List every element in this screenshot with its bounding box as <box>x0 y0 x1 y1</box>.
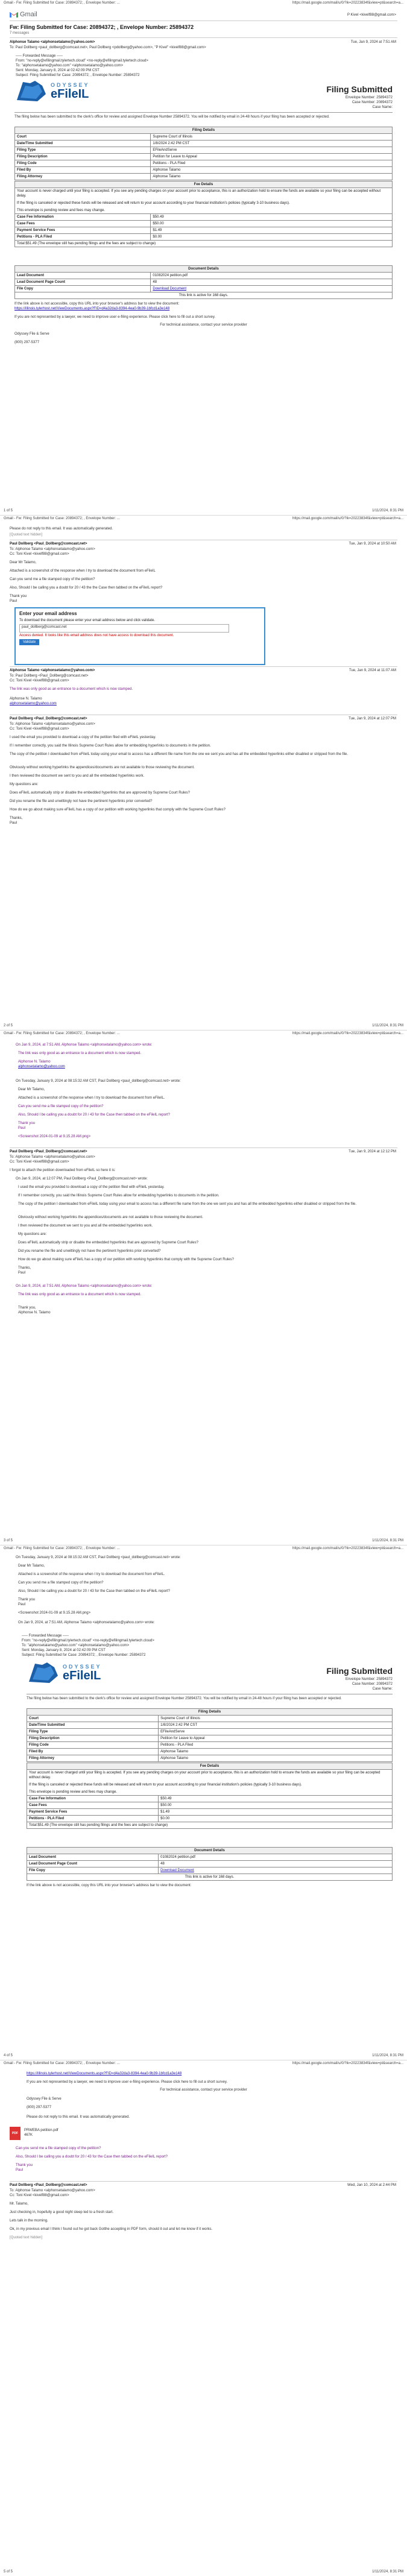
gmail-logo[interactable] <box>10 11 37 18</box>
forwarded-subject: Subject: Filing Submitted for Case: 20894372; , Envelope Number: 25894372 <box>16 74 140 77</box>
filing-detail-value: Alphonse Talamo <box>159 1755 393 1762</box>
envelope-info <box>345 95 393 110</box>
message-date: Tue, Jan 9, 2024 at 11:07 AM <box>349 669 396 672</box>
filing-intro: The filing below has been submitted to the clerk's office for review and assigned Envelope Number 25894372. You will be notified by email in 24-48 hours if your filing has been accepted or rejected. <box>14 115 330 119</box>
tail-survey: If you are not represented by a lawyer, we need to improve user e-filing experience. Please click here to fill out a short survey. <box>27 2080 228 2084</box>
document-label: File Copy <box>15 286 151 292</box>
quoted-line: Also, Should I be calling you a doubt for 20 / 43 for the Case then tabbed on the eFileIL report? <box>16 2155 168 2159</box>
forwarded-from: From: "no-reply@efilingmail.tylertech.cloud" <no-reply@efilingmail.tylertech.cloud> <box>22 1639 154 1643</box>
fee-note-3: This envelope is pending review and fees may change. <box>17 209 106 212</box>
quoted-line: Also, Should I be calling you a doubt for 20 / 43 for the Case then tabbed on the eFileIL report? <box>18 1589 170 1593</box>
body-line: Lets talk in the morning. <box>10 2219 48 2223</box>
forwarded-sent: Sent: Monday, January 8, 2024 at 02:42:09 PM CST <box>16 69 99 72</box>
quoted-line: How do we go about making sure eFileIL has a copy of our petition with working hyperlinks that comply with the Supreme Court Rules? <box>18 1258 234 1261</box>
fee-details-table <box>14 181 393 247</box>
document-row <box>15 279 393 286</box>
brand-odyssey: ODYSSEY <box>63 1664 102 1670</box>
body-line: Thank you <box>10 595 27 598</box>
illinois-map-icon <box>27 1661 60 1684</box>
quoted-line: If I remember correctly, you said the Illinois Supreme Court Rules allow for embedding hyperlinks to documents in the petition. <box>18 1194 219 1198</box>
print-footer: 3 of 5 1/11/2024, 8:31 PM <box>4 1539 403 1542</box>
fee-row <box>27 1802 393 1809</box>
quoted-line: Paul <box>18 1126 26 1130</box>
document-details-table: Document Details Lead Document 01082024 petition.pdf Lead Document Page Count 48 File Copy Download Document This link is active for 168 days. <box>27 1847 393 1881</box>
filing-detail-value: Supreme Court of Illinois <box>151 134 393 140</box>
gmail-m-icon <box>10 11 18 17</box>
quoted-line: Can you send me a file stamped copy of the petition? <box>18 1581 104 1585</box>
print-footer: 2 of 5 1/11/2024, 8:31 PM <box>4 1024 403 1028</box>
filing-detail-label: Filing Description <box>27 1735 159 1742</box>
body-line: I used the email you provided to download a copy of the petition filed with eFileIL yesterday. <box>10 736 156 739</box>
document-row <box>27 1867 393 1874</box>
filing-detail-row <box>27 1722 393 1729</box>
body-line: Does eFileIL automatically strip or disable the embedded hyperlinks that are approved by Supreme Court Rules? <box>10 791 190 795</box>
attachment-name[interactable]: PRWEBA petition.pdf <box>24 2129 58 2132</box>
document-label: Lead Document Page Count <box>15 279 151 286</box>
tail-url-note: If the link above is not accessible, copy this URL into your browser's address bar to view the document: <box>14 302 180 306</box>
filing-detail-row <box>27 1735 393 1742</box>
document-label: Lead Document <box>27 1854 159 1861</box>
print-page-2 <box>0 516 407 1030</box>
print-header: Gmail - Fw: Filing Submitted for Case: 20894372; , Envelope Number: ... https://mail.google.com/mail/u/0/?ik=20223834f&view=pt&search=a... <box>4 517 403 520</box>
print-footer: 5 of 5 1/11/2024, 8:31 PM <box>4 2570 403 2574</box>
fee-label: Petitions - PLA Filed <box>15 234 151 241</box>
body-line: Ok, in my previous email I think I found out he got back Gotthe accepting in PDF form, should it out and let me know if it works. <box>10 2227 213 2231</box>
document-value: 01082024 petition.pdf <box>151 273 393 279</box>
message-recipients: To: Paul Dollberg <Paul_Dollberg@comcast.net> <box>10 674 89 678</box>
message-date: Tue, Jan 9, 2024 at 7:51 AM <box>350 40 396 44</box>
filing-detail-label: Filing Type <box>27 1729 159 1735</box>
fee-total: Total:$51.49 (The envelope still has pending filings and the fees are subject to change) <box>15 241 393 247</box>
thread-subject: Fw: Filing Submitted for Case: 20894372; , Envelope Number: 25894372 <box>10 24 194 30</box>
filing-detail-label: Court <box>27 1716 159 1722</box>
fee-value: $1.49 <box>159 1809 393 1816</box>
filing-detail-label: Date/Time Submitted <box>15 140 151 147</box>
greeting: Dear Mr Talamo, <box>10 561 37 564</box>
forwarded-marker: ----- Forwarded Message ----- <box>16 54 63 58</box>
message-date: Tue, Jan 9, 2024 at 12:07 PM <box>349 717 396 721</box>
fee-value: $1.49 <box>151 227 393 234</box>
fee-details-table: Fee Details Your account is never charged until your filing is accepted. If you see any pending charges on your account prior to acceptance, this is an authorization hold to ensure the funds are available so your filing can be accepted without delay. If the filing is canceled or rejected these funds will be released and will return to your account according to your financial institution's policies (typically 3-10 business days). This envelope is pending review and fees may change. Case Fee Information $50.49 Case Fees $50.00 Payment Service Fees $1.49 Petitions - PLA Filed $0.00 Total:$51.49 (The envelope still has pending filings and the fees are subject to change) <box>27 1763 393 1829</box>
message-count: 7 messages <box>10 31 30 35</box>
quoted-header: On Tuesday, January 9, 2024 at 08:15:32 AM CST, Paul Dollberg <paul_dollberg@comcast.net> wrote: <box>16 1556 181 1559</box>
document-value: 48 <box>151 279 393 286</box>
body-line: Mr. Talamo, <box>10 2202 28 2206</box>
filing-title: Filing Submitted <box>326 1666 393 1676</box>
validate-button[interactable]: Validate <box>19 639 39 645</box>
divider <box>14 112 393 113</box>
tail-url-note: If the link above is not accessible, copy this URL into your browser's address bar to view the document: <box>27 1884 192 1887</box>
tail-survey: If you are not represented by a lawyer, we need to improve user e-filing experience. Please click here to fill out a short survey. <box>14 315 216 319</box>
download-email-input[interactable]: paul_dollberg@comcast.net <box>19 624 229 633</box>
quoted-line: I then reviewed the document we sent to you and all the embedded hyperlinks work. <box>18 1224 153 1228</box>
document-row <box>27 1861 393 1867</box>
filing-detail-label: Court <box>15 134 151 140</box>
fee-label: Case Fee Information <box>27 1796 159 1802</box>
body-line: Thanks, <box>10 816 23 820</box>
print-footer: 4 of 5 1/11/2024, 8:31 PM <box>4 2054 403 2057</box>
fee-details-header: Fee Details <box>15 182 393 188</box>
page-number: 1 of 5 <box>4 509 13 513</box>
download-error: Access denied. It looks like this email address does not have access to download this document. <box>19 634 174 637</box>
filing-detail-label: Filing Code <box>27 1742 159 1749</box>
body-line: Can you send me a file stamped copy of the petition? <box>10 578 95 581</box>
tail-url[interactable]: https://illinois.tylerhost.net/ViewDocuments.aspx?FID=d4a32da3-8394-4ea0-9b39-1bfcd1a3e148 <box>14 307 170 311</box>
quoted-signature-email[interactable]: alphonsetalamo@yahoo.com <box>18 1065 65 1069</box>
print-page-1 <box>0 0 407 515</box>
fee-row <box>27 1809 393 1816</box>
document-label: Lead Document Page Count <box>27 1861 159 1867</box>
document-details-table <box>14 265 393 299</box>
fee-row <box>27 1816 393 1822</box>
quoted-header: On Jan 9, 2024, at 12:07 PM, Paul Dollberg <Paul_Dollberg@comcast.net> wrote: <box>16 1177 148 1181</box>
quoted-line: I used the email you provided to download a copy of the petition filed with eFileIL yesterday. <box>18 1185 165 1189</box>
quoted-line: Can you send me a file stamped copy of the petition? <box>16 2147 101 2150</box>
filing-detail-label: Date/Time Submitted <box>27 1722 159 1729</box>
message-recipients: To: Alphonse Talamo <alphonsetalamo@yahoo.com> <box>10 2189 95 2192</box>
body-line: Attached is a screenshot of the response when I try to download the document from eFileIL <box>10 569 156 573</box>
filing-detail-value: EFileAndServe <box>159 1729 393 1735</box>
print-page-4 <box>0 1545 407 2060</box>
print-header: Gmail - Fw: Filing Submitted for Case: 20894372; , Envelope Number: ... https://mail.google.com/mail/u/0/?ik=20223834f&view=pt&search=a... <box>4 2062 403 2065</box>
brand-efileil: eFileIL <box>51 87 89 101</box>
fee-value: $50.49 <box>151 214 393 221</box>
filing-detail-row <box>15 147 393 154</box>
quoted-line: Paul <box>18 1603 26 1606</box>
fee-row <box>15 214 393 221</box>
fee-label: Case Fees <box>27 1802 159 1809</box>
filing-detail-label: Filing Type <box>15 147 151 154</box>
case-name: Case Name: <box>372 106 393 109</box>
quoted-attachment: <Screenshot 2024-01-09 at 9.15.28 AM.png> <box>18 1611 91 1615</box>
gmail-wordmark: Gmail <box>20 11 37 18</box>
forwarded-to: To: "alphonsetalamo@yahoo.com" <alphonsetalamo@yahoo.com> <box>16 64 124 68</box>
autogen-note: Please do not reply to this email. It was automatically generated. <box>27 2115 130 2119</box>
body-line: How do we go about making sure eFileIL has a copy of our petition with working hyperlinks that comply with the Supreme Court Rules? <box>10 808 226 812</box>
body-line: Obviously without working hyperlinks the appendices/documents are not available to those reviewing the document. <box>10 766 195 769</box>
quoted-attachment: <Screenshot 2024-01-09 at 9.15.28 AM.png> <box>18 1135 91 1138</box>
quoted-line: Thank you <box>18 1122 36 1125</box>
fee-value: $0.00 <box>159 1816 393 1822</box>
tail-company: Odyssey File & Serve <box>14 332 49 336</box>
brand-odyssey: ODYSSEY <box>51 82 90 88</box>
filing-detail-value: Alphonse Talamo <box>159 1749 393 1755</box>
quoted-greeting: Dear Mr Talamo, <box>18 1564 45 1568</box>
autogen-note: Please do not reply to this email. It was automatically generated. <box>10 527 113 531</box>
filing-detail-value: Petition for Leave to Appeal <box>159 1735 393 1742</box>
envelope-info <box>345 1677 393 1691</box>
filing-detail-row <box>27 1729 393 1735</box>
fee-note-2: If the filing is canceled or rejected these funds will be released and will return to your account according to your financial institution's policies (typically 3-10 business days). <box>17 201 290 205</box>
fee-value: $0.00 <box>151 234 393 241</box>
filing-title: Filing Submitted <box>326 84 393 94</box>
filing-detail-label: Filing Code <box>15 160 151 167</box>
tail-tech: For technical assistance, contact your service provider <box>160 323 247 327</box>
filing-detail-row <box>15 160 393 167</box>
message-date: Wed, Jan 10, 2024 at 2:44 PM <box>347 2183 396 2187</box>
document-value: 01082024 petition.pdf <box>159 1854 393 1861</box>
fee-row <box>15 221 393 227</box>
body-line: If I remember correctly, you said the Illinois Supreme Court Rules allow for embedding hyperlinks to documents in the petition. <box>10 744 211 748</box>
case-name: Case Name: <box>372 1687 393 1691</box>
quoted-line: Paul <box>18 1271 26 1275</box>
message-cc: Cc: Toni Kivel <kivelf88@gmail.com> <box>10 727 69 731</box>
body-line: My questions are: <box>10 783 39 786</box>
quoted-line: Paul <box>16 2168 24 2172</box>
filing-detail-row <box>27 1755 393 1762</box>
message-recipients: To: Paul Dollberg <paul_dollberg@comcast.net>, Paul Dollberg <pdollberg@yahoo.com>, "P Kivel" <kivelf88@gmail.com> <box>10 46 206 49</box>
quoted-line: Also, Should I be calling you a doubt for 20 / 43 for the Case then tabbed on the eFileIL report? <box>18 1113 170 1117</box>
print-page-3 <box>0 1031 407 1545</box>
tail-company: Odyssey File & Serve <box>27 2097 62 2101</box>
fee-row <box>27 1796 393 1802</box>
body-line: Paul <box>10 821 17 825</box>
filing-details-table: Filing Details Court Supreme Court of Illinois Date/Time Submitted 1/8/2024 2:42 PM CST Filing Type EFileAndServe Filing Description Petition for Leave to Appeal Filing Code Petitions - PLA Filed Filed By Alphonse Talamo Filing Attorney Alphonse Talamo <box>27 1708 393 1762</box>
signature-thanks: Thank you, <box>18 1306 36 1310</box>
filing-detail-row <box>15 134 393 140</box>
filing-detail-label: Filed By <box>15 167 151 174</box>
message-sender: Paul Dollberg <Paul_Dollberg@comcast.net> <box>10 2183 87 2187</box>
message-sender: Paul Dollberg <Paul_Dollberg@comcast.net> <box>10 717 87 721</box>
document-label: File Copy <box>27 1867 159 1874</box>
filing-detail-value: Alphonse Talamo <box>151 167 393 174</box>
print-header-title: Gmail - Fw: Filing Submitted for Case: 20894372; , Envelope Number: ... <box>4 1 120 5</box>
filing-detail-value: Supreme Court of Illinois <box>159 1716 393 1722</box>
message-cc: Cc: Toni Kivel <kivelf88@gmail.com> <box>10 1160 69 1164</box>
filing-detail-value: 1/8/2024 2:42 PM CST <box>151 140 393 147</box>
fee-note: Your account is never charged until your filing is accepted. If you see any pending charges on your account prior to acceptance, this is an authorization hold to ensure the funds are available so your filing can be accepted without delay. <box>17 189 381 198</box>
brand-efileil: eFileIL <box>63 1669 101 1682</box>
tail-url[interactable]: https://illinois.tylerhost.net/ViewDocuments.aspx?FID=d4a32da3-8394-4ea0-9b39-1bfcd1a3e148 <box>27 2072 182 2076</box>
print-header: Gmail - Fw: Filing Submitted for Case: 20894372; , Envelope Number: ... https://mail.google.com/mail/u/0/?ik=20223834f&view=pt&search=a... <box>4 1547 403 1550</box>
tail-phone: (800) 297-5377 <box>27 2106 52 2109</box>
message-date: Tue, Jan 9, 2024 at 12:12 PM <box>349 1150 396 1154</box>
message-sender: Alphonse Talamo <alphonsetalamo@yahoo.com> <box>10 669 95 672</box>
quoted-line: Can you send me a file stamped copy of the petition? <box>18 1105 104 1108</box>
body-line: The link was only good as an entrance to a document which is now stamped. <box>10 687 133 691</box>
filing-detail-value: Petitions - PLA Filed <box>159 1742 393 1749</box>
download-description: To download the document please enter your email address below and click validate. <box>19 619 156 622</box>
fee-row <box>15 234 393 241</box>
print-header: Gmail - Fw: Filing Submitted for Case: 20894372; , Envelope Number: ... https://mail.google.com/mail/u/0/?ik=20223834f&view=pt&search=a... <box>4 1032 403 1035</box>
quoted-line: Did you rename the file and unwittingly not have the pertinent hyperlinks prior converted? <box>18 1249 161 1253</box>
fee-label: Payment Service Fees <box>27 1809 159 1816</box>
envelope-number: Envelope Number: 25894372 <box>345 1678 393 1681</box>
print-header <box>4 1 403 5</box>
fee-row <box>15 227 393 234</box>
body-line: I forgot to attach the petition downloaded from eFileIL so here it is: <box>10 1169 116 1172</box>
filing-details-header: Filing Details <box>15 127 393 134</box>
filing-detail-value: Alphonse Talamo <box>151 174 393 180</box>
quoted-line: Attached is a screenshot of the response when I try to download the document from eFileIL. <box>18 1096 165 1100</box>
quoted-header: On Jan 9, 2024, at 7:51 AM, Alphonse Talamo <alphonsetalamo@yahoo.com> wrote: <box>16 1284 153 1288</box>
document-row <box>27 1854 393 1861</box>
message-recipients: To: Alphonse Talamo <alphonsetalamo@yahoo.com> <box>10 1155 95 1159</box>
filing-detail-row <box>15 154 393 160</box>
document-value[interactable]: Download Document <box>159 1867 393 1874</box>
quoted-line: Obviously without working hyperlinks the appendices/documents are not available to those reviewing the document. <box>18 1216 203 1219</box>
filing-detail-row <box>27 1749 393 1755</box>
message-sender: Paul Dollberg <Paul_Dollberg@comcast.net> <box>10 1150 87 1154</box>
account-label: P Kivel <kivelf88@gmail.com> <box>347 13 396 17</box>
print-footer <box>4 509 403 513</box>
filing-detail-label: Filing Attorney <box>15 174 151 180</box>
illinois-map-icon <box>14 80 48 103</box>
message-cc: Cc: Toni Kivel <kivelf88@gmail.com> <box>10 679 69 683</box>
filing-detail-row <box>15 167 393 174</box>
filing-detail-value: Petitions - PLA Filed <box>151 160 393 167</box>
fee-label: Petitions - PLA Filed <box>27 1816 159 1822</box>
body-line: Also, Should I be calling you a doubt for 20 / 43 the the Case then tabbed on the eFileIL report? <box>10 586 163 590</box>
fee-value: $50.00 <box>151 221 393 227</box>
forwarded-from: From: "no-reply@efilingmail.tylertech.cloud" <no-reply@efilingmail.tylertech.cloud> <box>16 59 148 63</box>
quoted-text-hidden[interactable]: [Quoted text hidden] <box>10 533 43 537</box>
fee-label: Payment Service Fees <box>15 227 151 234</box>
filing-detail-label: Filing Attorney <box>27 1755 159 1762</box>
signature-email[interactable]: alphonsetalamo@yahoo.com <box>10 702 57 706</box>
quoted-line: Thank you <box>16 2164 33 2167</box>
efileil-logo <box>14 80 90 103</box>
document-details-header: Document Details <box>15 266 393 273</box>
divider <box>10 666 397 667</box>
filing-detail-value: 1/8/2024 2:42 PM CST <box>159 1722 393 1729</box>
filing-detail-label: Filed By <box>27 1749 159 1755</box>
filing-detail-value: EFileAndServe <box>151 147 393 154</box>
filing-details-table <box>14 127 393 180</box>
document-row <box>15 286 393 292</box>
forwarded-subject: Subject: Filing Submitted for Case: 20894372; , Envelope Number: 25894372 <box>22 1653 146 1657</box>
case-number: Case Number: 20894372 <box>352 101 393 104</box>
divider <box>10 2181 397 2182</box>
filing-intro: The filing below has been submitted to the clerk's office for review and assigned Envelope Number 25894372. You will be notified by email in 24-48 hours if your filing has been accepted or rejected. <box>27 1697 342 1700</box>
attachment-size: 467K <box>24 2133 33 2137</box>
efileil-logo <box>27 1661 102 1684</box>
case-number: Case Number: 20894372 <box>352 1682 393 1686</box>
signature-name: Alphonse N. Talamo <box>10 697 42 701</box>
filing-detail-row <box>27 1742 393 1749</box>
quoted-text-hidden[interactable]: [Quoted text hidden] <box>10 2236 43 2240</box>
quoted-greeting: Dear Mr Talamo, <box>18 1088 45 1091</box>
fee-label: Case Fee Information <box>15 214 151 221</box>
message-date: Tue, Jan 9, 2024 at 10:50 AM <box>349 542 396 546</box>
quoted-line: Thanks, <box>18 1266 31 1270</box>
forwarded-marker: ----- Forwarded Message ----- <box>22 1634 69 1638</box>
document-value: 48 <box>159 1861 393 1867</box>
quoted-line: My questions are: <box>18 1233 47 1236</box>
quoted-header: On Tuesday, January 9, 2024 at 08:15:32 AM CST, Paul Dollberg <paul_dollberg@comcast.net> wrote: <box>16 1079 181 1083</box>
document-value[interactable]: Download Document <box>151 286 393 292</box>
body-line: The copy of the petition I downloaded from eFileIL today using your email to access has a different file name from the one we sent you and has all the embedded hyperlinks either disabled or stripped from the file. <box>10 753 348 756</box>
forwarded-sent: Sent: Monday, January 8, 2024 at 02:42:09 PM CST <box>22 1649 106 1652</box>
print-header-url: https://mail.google.com/mail/u/0/?ik=20223834f&view=pt&search=a... <box>292 1 403 5</box>
pdf-attachment-icon[interactable]: PDF <box>10 2127 21 2140</box>
print-date: 1/11/2024, 8:31 PM <box>372 509 403 513</box>
message-cc: Cc: Toni Kivel <kivelf88@gmail.com> <box>10 2194 69 2197</box>
quoted-line: Thank you <box>18 1598 36 1602</box>
filing-detail-row <box>15 174 393 180</box>
tail-phone: (800) 297-5377 <box>14 341 40 344</box>
quoted-header: On Jan 9, 2024, at 7:51 AM, Alphonse Talamo <alphonsetalamo@yahoo.com> wrote: <box>18 1621 155 1624</box>
filing-detail-row <box>15 140 393 147</box>
signature-name: Alphonse N. Talamo <box>18 1311 51 1315</box>
quoted-line: Attached is a screenshot of the response when I try to download the document from eFileIL. <box>18 1573 165 1576</box>
body-line: I then reviewed the document we sent to you and all the embedded hyperlinks work. <box>10 774 145 778</box>
tail-tech: For technical assistance, contact your service provider <box>160 2088 247 2092</box>
quoted-signature: Alphonse N. Talamo <box>18 1060 51 1064</box>
quoted-line: The link was only good as an entrance to a document which is now stamped. <box>18 1052 142 1055</box>
filing-detail-row <box>27 1716 393 1722</box>
filing-detail-label: Filing Description <box>15 154 151 160</box>
forwarded-to: To: "alphonsetalamo@yahoo.com" <alphonsetalamo@yahoo.com> <box>22 1644 130 1647</box>
fee-value: $50.00 <box>159 1802 393 1809</box>
download-screenshot <box>14 607 265 665</box>
body-line: Did you rename the file and unwittingly not have the pertinent hyperlinks prior converted? <box>10 800 153 803</box>
divider <box>10 37 397 38</box>
quoted-line: The copy of the petition I downloaded from eFileIL today using your email to access has a different file name from the one we sent you and has all the embedded hyperlinks either disabled or stripped from the file. <box>18 1202 356 1206</box>
message-cc: Cc: Toni Kivel <kivelf88@gmail.com> <box>10 552 69 556</box>
envelope-number: Envelope Number: 25894372 <box>345 96 393 99</box>
message-recipients: To: Alphonse Talamo <alphonsetalamo@yahoo.com> <box>10 722 95 726</box>
quoted-header: On Jan 9, 2024, at 7:51 AM, Alphonse Talamo <alphonsetalamo@yahoo.com> wrote: <box>16 1043 153 1047</box>
document-row <box>15 273 393 279</box>
quoted-line: The link was only good as an entrance to a document which is now stamped. <box>18 1293 142 1296</box>
message-sender: Paul Dollberg <Paul_Dollberg@comcast.net> <box>10 542 87 546</box>
body-line: Just checking in, hopefully a good night sleep led to a fresh start. <box>10 2211 114 2214</box>
print-page-5 <box>0 2060 407 2576</box>
message-sender: Alphonse Talamo <alphonsetalamo@yahoo.com> <box>10 40 95 44</box>
fee-value: $50.49 <box>159 1796 393 1802</box>
message-recipients: To: Alphonse Talamo <alphonsetalamo@yahoo.com> <box>10 548 95 551</box>
link-expiry: This link is active for 168 days. <box>15 292 393 299</box>
body-line: Paul <box>10 599 17 603</box>
fee-label: Case Fees <box>15 221 151 227</box>
download-label: Enter your email address <box>19 611 77 616</box>
document-label: Lead Document <box>15 273 151 279</box>
filing-detail-value: Petition for Leave to Appeal <box>151 154 393 160</box>
quoted-line: Does eFileIL automatically strip or disable the embedded hyperlinks that are approved by Supreme Court Rules? <box>18 1241 198 1245</box>
